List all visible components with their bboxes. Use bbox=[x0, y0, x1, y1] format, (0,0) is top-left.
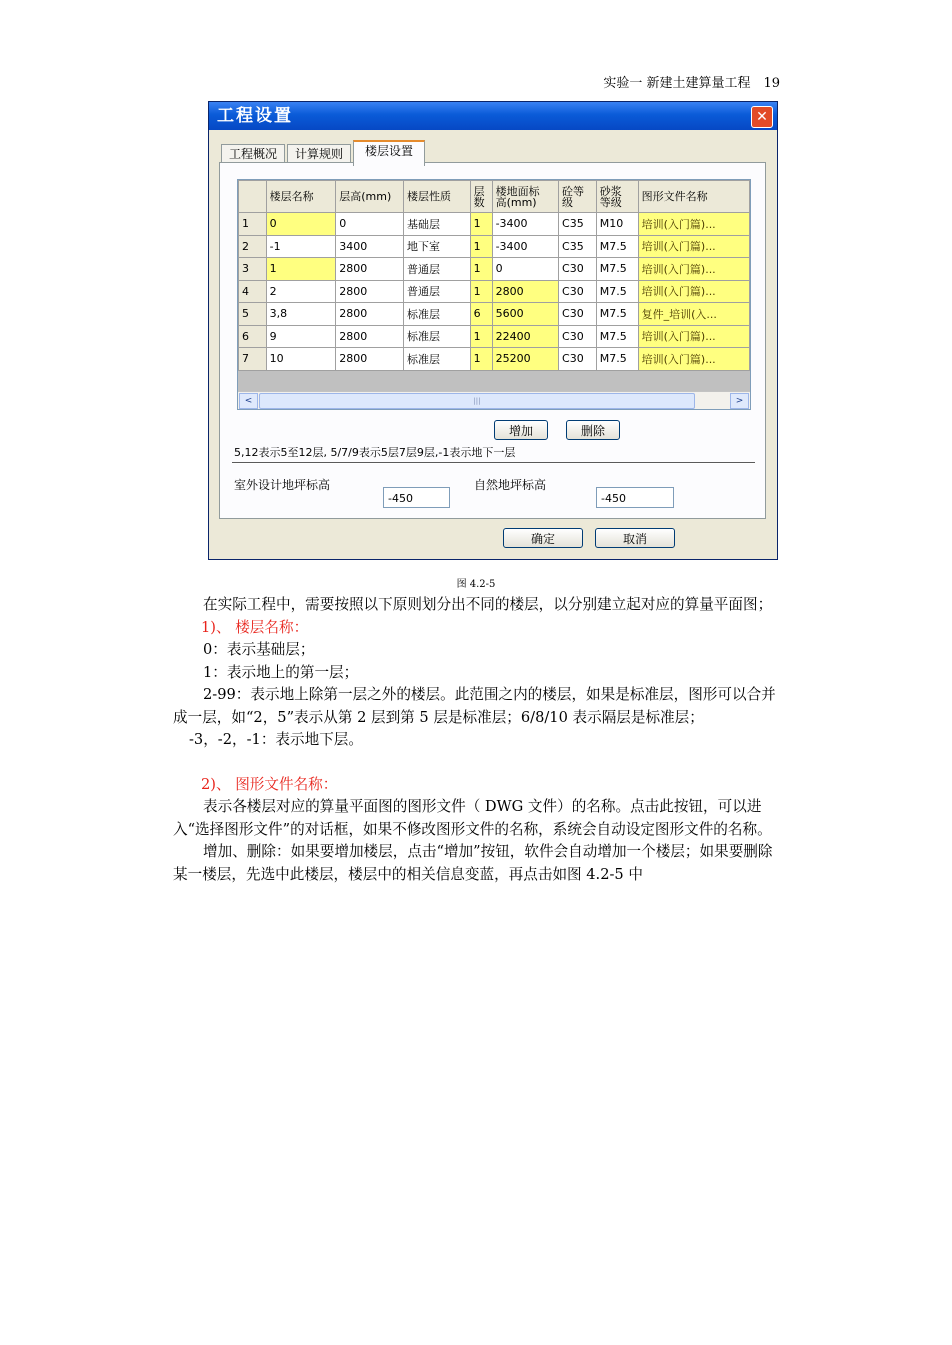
cell-file[interactable]: 培训(入门篇)... bbox=[638, 325, 749, 348]
natural-elevation-input[interactable]: -450 bbox=[596, 487, 674, 508]
cell-concrete[interactable]: C30 bbox=[559, 258, 597, 281]
scroll-left-icon[interactable]: < bbox=[239, 393, 258, 409]
dialog-title: 工程设置 bbox=[209, 102, 777, 130]
cell-file[interactable]: 培训(入门篇)... bbox=[638, 348, 749, 371]
row-number[interactable]: 1 bbox=[239, 213, 267, 236]
tab-calculation-rules[interactable]: 计算规则 bbox=[287, 144, 351, 164]
col-drawing-file: 图形文件名称 bbox=[638, 181, 749, 213]
cell-file[interactable]: 培训(入门篇)... bbox=[638, 235, 749, 258]
add-floor-button[interactable]: 增加 bbox=[494, 420, 548, 440]
cell-concrete[interactable]: C30 bbox=[559, 348, 597, 371]
cell-mortar[interactable]: M7.5 bbox=[596, 280, 638, 303]
cell-concrete[interactable]: C30 bbox=[559, 303, 597, 326]
cell-mortar[interactable]: M10 bbox=[596, 213, 638, 236]
cell-type[interactable]: 标准层 bbox=[404, 325, 471, 348]
cell-name[interactable]: 1 bbox=[266, 258, 336, 281]
body-text bbox=[173, 594, 780, 886]
natural-elevation-label: 自然地坪标高 bbox=[474, 478, 547, 492]
project-settings-dialog bbox=[208, 101, 778, 560]
table-row[interactable] bbox=[239, 348, 750, 371]
cell-file[interactable]: 复件_培训(入... bbox=[638, 303, 749, 326]
cell-mortar[interactable]: M7.5 bbox=[596, 325, 638, 348]
cell-elev[interactable]: 25200 bbox=[492, 348, 558, 371]
cell-type[interactable]: 普通层 bbox=[404, 258, 471, 281]
outdoor-elevation-input[interactable]: -450 bbox=[383, 487, 450, 508]
floor-name-item-3: -3，-2，-1：表示地下层。 bbox=[189, 731, 363, 748]
scroll-right-icon[interactable]: > bbox=[730, 393, 749, 409]
cell-mortar[interactable]: M7.5 bbox=[596, 235, 638, 258]
cell-elev[interactable]: 5600 bbox=[492, 303, 558, 326]
cell-elev[interactable]: 0 bbox=[492, 258, 558, 281]
cell-file[interactable]: 培训(入门篇)... bbox=[638, 213, 749, 236]
cell-elev[interactable]: 2800 bbox=[492, 280, 558, 303]
horizontal-scrollbar[interactable] bbox=[238, 391, 750, 409]
ok-button[interactable]: 确定 bbox=[503, 528, 583, 548]
row-number[interactable]: 3 bbox=[239, 258, 267, 281]
cell-count[interactable]: 6 bbox=[470, 303, 492, 326]
scroll-thumb[interactable]: ||| bbox=[259, 393, 695, 409]
cell-count[interactable]: 1 bbox=[470, 280, 492, 303]
cell-type[interactable]: 地下室 bbox=[404, 235, 471, 258]
cell-count[interactable]: 1 bbox=[470, 348, 492, 371]
cell-elev[interactable]: 22400 bbox=[492, 325, 558, 348]
cell-name[interactable]: -1 bbox=[266, 235, 336, 258]
col-floor-height: 层高(mm) bbox=[336, 181, 404, 213]
delete-floor-button[interactable]: 删除 bbox=[566, 420, 620, 440]
table-row[interactable] bbox=[239, 213, 750, 236]
row-number[interactable]: 4 bbox=[239, 280, 267, 303]
add-delete-paragraph: 增加、删除：如果要增加楼层，点击“增加”按钮，软件会自动增加一个楼层；如果要删除某一楼层，先选中此楼层，楼层中的相关信息变蓝，再点击如图 4.2-5 中 bbox=[173, 843, 773, 883]
page-header: 实验一 新建土建算量工程 19 bbox=[603, 76, 780, 91]
outdoor-elevation-label: 室外设计地坪标高 bbox=[234, 478, 331, 492]
floor-name-item-0: 0：表示基础层； bbox=[203, 641, 315, 658]
cancel-button[interactable]: 取消 bbox=[595, 528, 675, 548]
table-row[interactable] bbox=[239, 325, 750, 348]
cell-height[interactable]: 0 bbox=[336, 213, 404, 236]
floor-grid bbox=[237, 179, 751, 410]
table-row[interactable] bbox=[239, 303, 750, 326]
cell-height[interactable]: 2800 bbox=[336, 348, 404, 371]
cell-height[interactable]: 3400 bbox=[336, 235, 404, 258]
col-mortar-grade: 砂浆 等级 bbox=[596, 181, 638, 213]
row-number[interactable]: 7 bbox=[239, 348, 267, 371]
cell-type[interactable]: 标准层 bbox=[404, 348, 471, 371]
cell-concrete[interactable]: C35 bbox=[559, 235, 597, 258]
col-floor-elevation: 楼地面标 高(mm) bbox=[492, 181, 558, 213]
cell-mortar[interactable]: M7.5 bbox=[596, 258, 638, 281]
cell-type[interactable]: 标准层 bbox=[404, 303, 471, 326]
cell-elev[interactable]: -3400 bbox=[492, 235, 558, 258]
col-concrete-grade: 砼等 级 bbox=[559, 181, 597, 213]
cell-count[interactable]: 1 bbox=[470, 258, 492, 281]
row-number-header bbox=[239, 181, 267, 213]
cell-name[interactable]: 2 bbox=[266, 280, 336, 303]
section2-title: 2)、 图形文件名称： bbox=[201, 775, 338, 793]
table-row[interactable] bbox=[239, 235, 750, 258]
close-icon[interactable]: ✕ bbox=[751, 106, 773, 128]
col-floor-count: 层 数 bbox=[470, 181, 492, 213]
cell-type[interactable]: 基础层 bbox=[404, 213, 471, 236]
cell-file[interactable]: 培训(入门篇)... bbox=[638, 258, 749, 281]
floor-name-item-2: 2-99：表示地上除第一层之外的楼层。此范围之内的楼层，如果是标准层，图形可以合并成一层，如“2，5”表示从第 2 层到第 5 层是标准层；6/8/10 表示隔层是标准层； bbox=[173, 686, 776, 726]
cell-type[interactable]: 普通层 bbox=[404, 280, 471, 303]
floor-name-item-1: 1：表示地上的第一层； bbox=[203, 663, 359, 681]
row-number[interactable]: 6 bbox=[239, 325, 267, 348]
cell-height[interactable]: 2800 bbox=[336, 325, 404, 348]
table-row[interactable] bbox=[239, 280, 750, 303]
cell-height[interactable]: 2800 bbox=[336, 280, 404, 303]
cell-height[interactable]: 2800 bbox=[336, 303, 404, 326]
cell-name[interactable]: 0 bbox=[266, 213, 336, 236]
tab-project-overview[interactable]: 工程概况 bbox=[221, 144, 285, 164]
section1-title: 1)、 楼层名称： bbox=[201, 618, 309, 636]
table-row[interactable] bbox=[239, 258, 750, 281]
cell-count[interactable]: 1 bbox=[470, 325, 492, 348]
cell-name[interactable]: 10 bbox=[266, 348, 336, 371]
cell-count[interactable]: 1 bbox=[470, 213, 492, 236]
cell-mortar[interactable]: M7.5 bbox=[596, 348, 638, 371]
cell-mortar[interactable]: M7.5 bbox=[596, 303, 638, 326]
cell-file[interactable]: 培训(入门篇)... bbox=[638, 280, 749, 303]
cell-height[interactable]: 2800 bbox=[336, 258, 404, 281]
tab-floor-settings[interactable]: 楼层设置 bbox=[353, 140, 425, 166]
cell-count[interactable]: 1 bbox=[470, 235, 492, 258]
col-floor-name: 楼层名称 bbox=[266, 181, 336, 213]
floor-settings-panel bbox=[219, 162, 766, 519]
drawing-file-paragraph: 表示各楼层对应的算量平面图的图形文件（ DWG 文件）的名称。点击此按钮，可以进入“选择图形文件”的对话框，如果不修改图形文件的名称，系统会自动设定图形文件的名称。 bbox=[173, 798, 772, 838]
row-number[interactable]: 5 bbox=[239, 303, 267, 326]
row-number[interactable]: 2 bbox=[239, 235, 267, 258]
grid-header-row bbox=[239, 181, 750, 213]
cell-name[interactable]: 9 bbox=[266, 325, 336, 348]
figure-caption: 图 4.2-5 bbox=[456, 579, 496, 590]
col-floor-type: 楼层性质 bbox=[404, 181, 471, 213]
floor-naming-hint: 5,12表示5至12层, 5/7/9表示5层7层9层,-1表示地下一层 bbox=[234, 446, 516, 459]
cell-name[interactable]: 3,8 bbox=[266, 303, 336, 326]
cell-elev[interactable]: -3400 bbox=[492, 213, 558, 236]
cell-concrete[interactable]: C35 bbox=[559, 213, 597, 236]
separator-line bbox=[232, 462, 755, 464]
intro-paragraph: 在实际工程中，需要按照以下原则划分出不同的楼层，以分别建立起对应的算量平面图； bbox=[203, 596, 773, 613]
cell-concrete[interactable]: C30 bbox=[559, 325, 597, 348]
cell-concrete[interactable]: C30 bbox=[559, 280, 597, 303]
